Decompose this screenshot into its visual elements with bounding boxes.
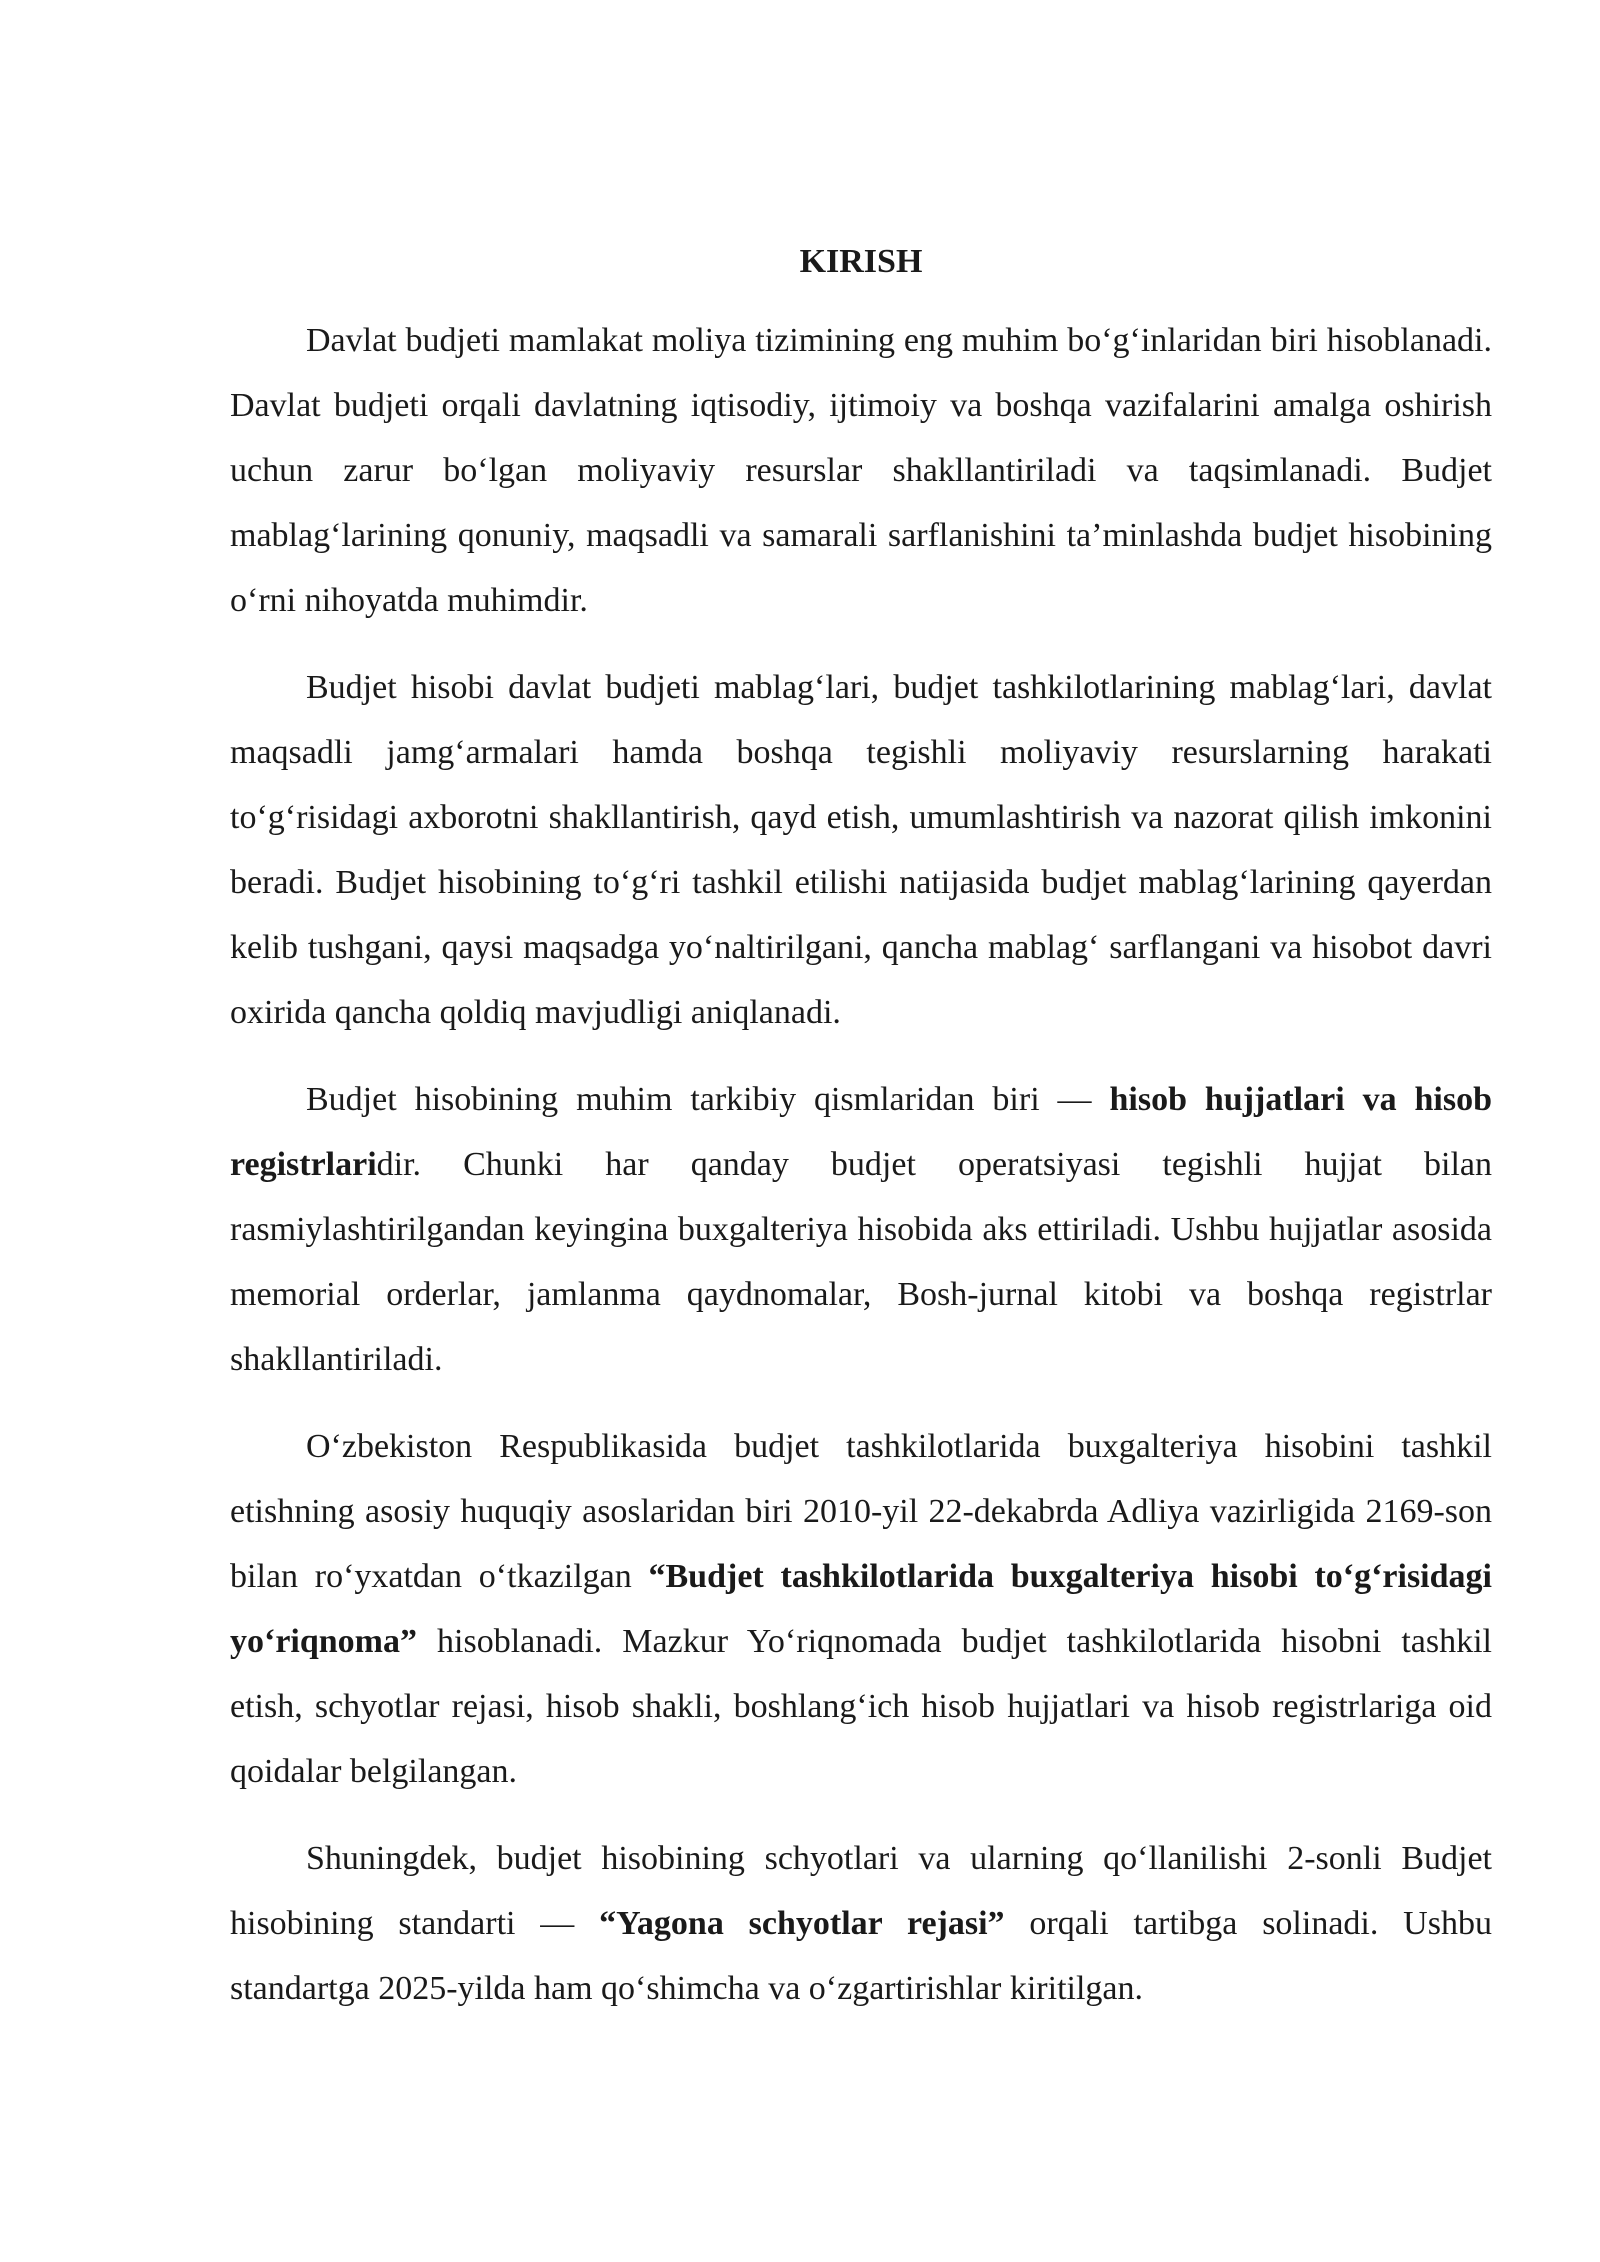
paragraph-3-text-start: Budjet hisobining muhim tarkibiy qismlaridan biri —: [306, 1081, 1110, 1118]
paragraph-5-bold-title: “Yagona schyotlar rejasi”: [599, 1905, 1005, 1942]
paragraph-1: Davlat budjeti mamlakat moliya tizimining eng muhim bo‘g‘inlaridan biri hisoblanadi. Davlat budjeti orqali davlatning iqtisodiy, ijtimoiy va boshqa vazifalarini amalga oshirish uchun zarur bo‘lgan moliyaviy resurslar shakllantiriladi va taqsimlanadi. Budjet mablag‘larining qonuniy, maqsadli va samarali sarflanishini ta’minlashda budjet hisobining o‘rni nihoyatda muhimdir.: [230, 322, 1492, 619]
page-title: KIRISH: [799, 243, 923, 280]
paragraph-3-bold-term: hisob hujjatlari va hisob registrlari: [230, 1081, 1492, 1183]
paragraph-3-text-end: dir. Chunki har qanday budjet operatsiyasi tegishli hujjat bilan rasmiylashtirilgandan keyingina buxgalteriya hisobida aks ettiriladi. Ushbu hujjatlar asosida memorial orderlar, jamlanma qaydnomalar, Bosh-jurnal kitobi va boshqa registrlar shakllantiriladi.: [230, 1146, 1492, 1378]
paragraph-4-text-end: hisoblanadi. Mazkur Yo‘riqnomada budjet tashkilotlarida hisobni tashkil etish, schyotlar rejasi, hisob shakli, boshlang‘ich hisob hujjatlari va hisob registrlariga oid qoidalar belgilangan.: [230, 1623, 1492, 1790]
document-page: [230, 240, 1492, 2043]
paragraph-4: [230, 1414, 1492, 1804]
paragraph-4-text-start: O‘zbekiston Respublikasida budjet tashkilotlarida buxgalteriya hisobini tashkil etishning asosiy huquqiy asoslaridan biri 2010-yil 22-dekabrda Adliya vazirligida 2169-son bilan ro‘yxatdan o‘tkazilgan: [230, 1428, 1492, 1595]
paragraph-5-text-start: Shuningdek, budjet hisobining schyotlari va ularning qo‘llanilishi 2-sonli Budjet hisobining standarti —: [230, 1840, 1492, 1942]
paragraph-3: [230, 1067, 1492, 1392]
paragraph-5-text-end: orqali tartibga solinadi. Ushbu standartga 2025-yilda ham qo‘shimcha va o‘zgartirishlar kiritilgan.: [230, 1905, 1492, 2007]
paragraph-2: Budjet hisobi davlat budjeti mablag‘lari, budjet tashkilotlarining mablag‘lari, davlat maqsadli jamg‘armalari hamda boshqa tegishli moliyaviy resurslarning harakati to‘g‘risidagi axborotni shakllantirish, qayd etish, umumlashtirish va nazorat qilish imkonini beradi. Budjet hisobining to‘g‘ri tashkil etilishi natijasida budjet mablag‘larining qayerdan kelib tushgani, qaysi maqsadga yo‘naltirilgani, qancha mablag‘ sarflangani va hisobot davri oxirida qancha qoldiq mavjudligi aniqlanadi.: [230, 669, 1492, 1031]
paragraph-5: [230, 1826, 1492, 2021]
paragraph-4-bold-title: “Budjet tashkilotlarida buxgalteriya hisobi to‘g‘risidagi yo‘riqnoma”: [230, 1558, 1492, 1660]
